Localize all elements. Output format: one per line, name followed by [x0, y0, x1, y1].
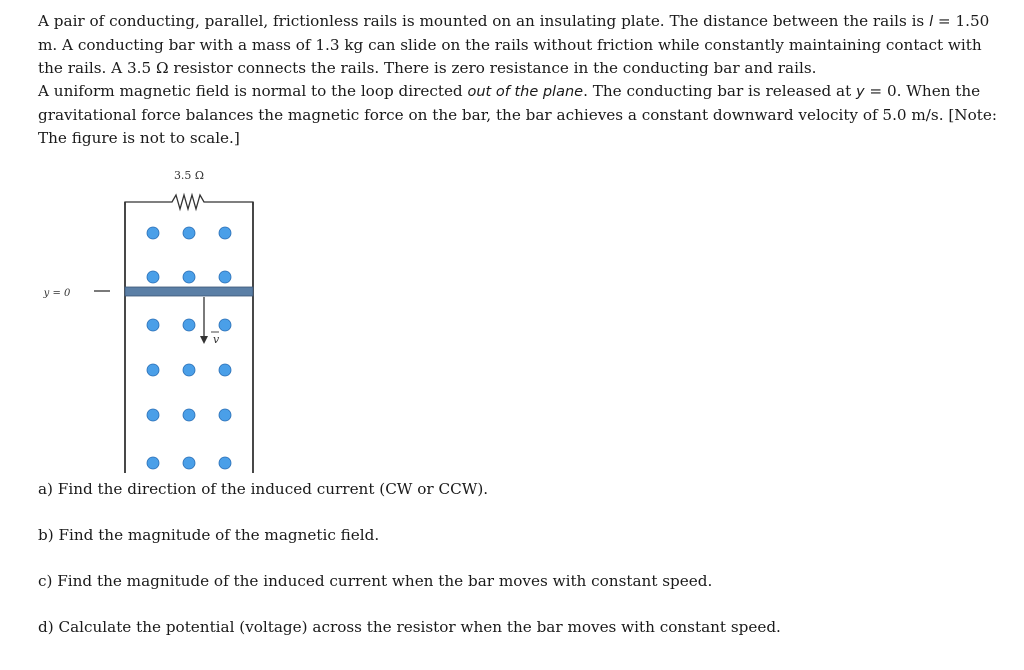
- field-dot: [183, 364, 195, 376]
- field-dot: [183, 319, 195, 331]
- resistor-label: 3.5 Ω: [173, 169, 205, 182]
- field-dot: [147, 364, 159, 376]
- out-of-plane-text: out of the plane: [467, 84, 584, 100]
- circuit-figure: [0, 160, 300, 490]
- field-dot: [219, 457, 231, 469]
- question-b: b) Find the magnitude of the magnetic field.: [38, 526, 380, 544]
- l-symbol: l: [929, 14, 934, 30]
- circuit-diagram: [0, 160, 300, 490]
- y-symbol: y: [856, 84, 865, 100]
- p2-text-c: = 0. When the gravitational force balances the magnetic force on the bar, the bar achieves a constant downward velocity of 5.0 m/s. [Note: The figure is not to scale.]: [38, 82, 997, 147]
- velocity-label: v: [213, 333, 220, 346]
- field-dot: [219, 319, 231, 331]
- field-dot: [147, 409, 159, 421]
- problem-paragraph-2: [38, 80, 1008, 150]
- problem-statement: [38, 10, 1008, 150]
- problem-paragraph-1: [38, 10, 1008, 80]
- p2-text-a: A uniform magnetic field is normal to the loop directed: [38, 82, 468, 100]
- field-dot: [219, 227, 231, 239]
- conducting-bar: [125, 287, 253, 296]
- p1-text-b: = 1.50 m. A conducting bar with a mass of 1.3 kg can slide on the rails without friction while constantly maintaining contact with the rails. A 3.5 Ω resistor connects the rails. There is zero resistance in the conducting bar and rails.: [38, 12, 990, 77]
- field-dot: [219, 271, 231, 283]
- y0-label: y = 0: [43, 288, 71, 299]
- field-dot: [183, 271, 195, 283]
- magnetic-field-dots: [147, 227, 231, 469]
- field-dot: [183, 457, 195, 469]
- velocity-arrowhead: [200, 336, 208, 344]
- question-a: a) Find the direction of the induced current (CW or CCW).: [38, 480, 489, 498]
- field-dot: [183, 409, 195, 421]
- field-dot: [219, 364, 231, 376]
- resistor: [125, 195, 253, 209]
- field-dot: [147, 227, 159, 239]
- field-dot: [183, 227, 195, 239]
- question-d: d) Calculate the potential (voltage) across the resistor when the bar moves with constant speed.: [38, 618, 781, 636]
- p2-text-b: . The conducting bar is released at: [583, 82, 857, 100]
- field-dot: [147, 457, 159, 469]
- field-dot: [147, 319, 159, 331]
- p1-text-a: A pair of conducting, parallel, frictionless rails is mounted on an insulating plate. The distance between the rails is: [38, 12, 930, 30]
- field-dot: [147, 271, 159, 283]
- question-c: c) Find the magnitude of the induced current when the bar moves with constant speed.: [38, 572, 713, 590]
- field-dot: [219, 409, 231, 421]
